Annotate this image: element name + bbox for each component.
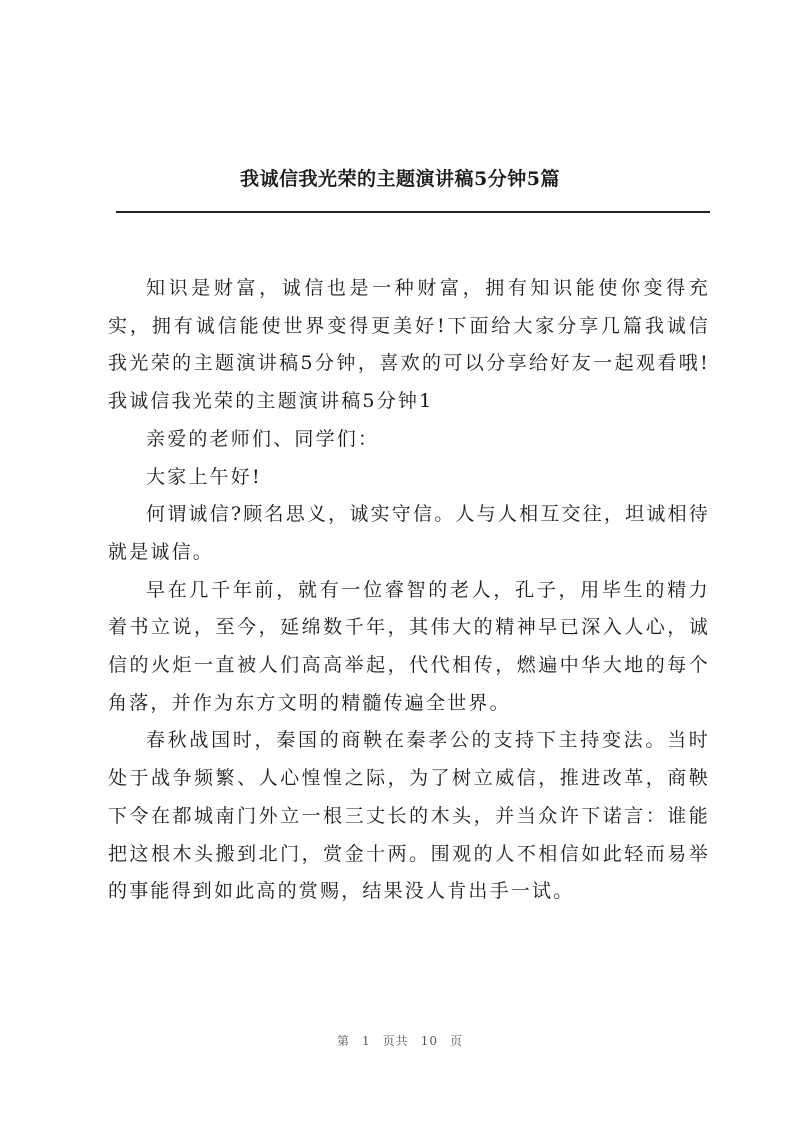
footer-di: 第 bbox=[337, 1034, 351, 1048]
paragraph-greeting: 亲爱的老师们、同学们： bbox=[146, 427, 380, 450]
page-footer bbox=[0, 1032, 800, 1049]
footer-page-number: 1 bbox=[362, 1034, 371, 1048]
paragraph-definition: 何谓诚信?顾名思义，诚实守信。人与人相互交往，坦诚相待就是诚信。 bbox=[108, 503, 710, 563]
paragraph-intro: 知识是财富，诚信也是一种财富，拥有知识能使你变得充实，拥有诚信能使世界变得更美好!下面给大家分享几篇我诚信我光荣的主题演讲稿5分钟，喜欢的可以分享给好友一起观看哦!我诚信我光荣的主题演讲稿5分钟1 bbox=[108, 277, 710, 413]
document-body bbox=[108, 270, 710, 911]
footer-ye: 页 bbox=[449, 1034, 463, 1048]
paragraph-shang-yang: 春秋战国时，秦国的商鞅在秦孝公的支持下主持变法。当时处于战争频繁、人心惶惶之际，为了树立威信，推进改革，商鞅下令在都城南门外立一根三丈长的木头，并当众许下诺言：谁能把这根木头搬到北门，赏金十两。围观的人不相信如此轻而易举的事能得到如此高的赏赐，结果没人肯出手一试。 bbox=[108, 729, 710, 903]
footer-ye-gong: 页共 bbox=[382, 1034, 409, 1048]
footer-total-pages: 10 bbox=[420, 1034, 438, 1048]
paragraph-confucius: 早在几千年前，就有一位睿智的老人，孔子，用毕生的精力着书立说，至今，延绵数千年，其伟大的精神早已深入人心，诚信的火炬一直被人们高高举起，代代相传，燃遍中华大地的每个角落，并作为东方文明的精髓传遍全世界。 bbox=[108, 578, 710, 714]
document-title: 我诚信我光荣的主题演讲稿5分钟5篇 bbox=[240, 168, 560, 190]
title-underline bbox=[116, 211, 710, 213]
paragraph-good-morning: 大家上午好! bbox=[146, 465, 262, 488]
